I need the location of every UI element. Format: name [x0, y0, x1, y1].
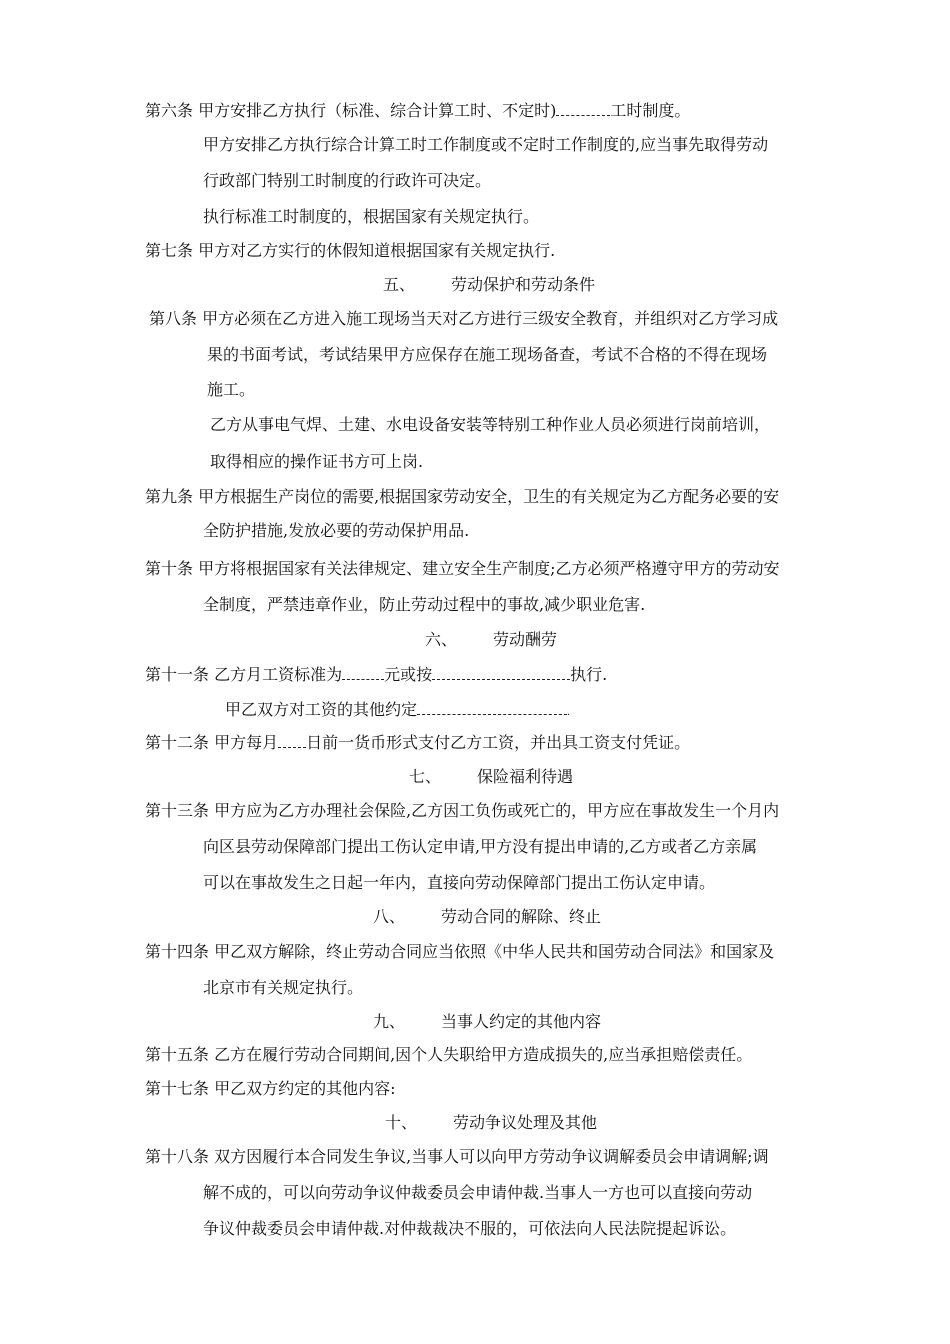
article-8-line-1: 第八条 甲方必须在乙方进入施工现场当天对乙方进行三级安全教育，并组织对乙方学习成 [149, 309, 779, 328]
article-10-line-1: 第十条 甲方将根据国家有关法律规定、建立安全生产制度;乙方必须严格遵守甲方的劳动安 [145, 559, 780, 578]
article-12-text: 第十二条 甲方每月 [145, 733, 279, 752]
article-8-line-3: 施工。 [207, 380, 256, 399]
section-9-heading [373, 1011, 601, 1033]
article-11-line-1 [145, 664, 607, 686]
other-wage-terms-end: . [567, 707, 571, 718]
article-17-line-1: 第十七条 甲乙双方约定的其他内容: [145, 1079, 396, 1098]
section-6-title: 劳动酬劳 [493, 630, 558, 649]
article-18-line-1: 第十八条 双方因履行本合同发生争议,当事人可以向甲方劳动争议调解委员会申请调解;调 [145, 1147, 769, 1166]
article-12-line-1 [145, 732, 690, 754]
section-6-number: 六、 [425, 630, 458, 649]
article-14-line-2: 北京市有关规定执行。 [203, 978, 364, 997]
article-11-text-end: 执行. [570, 665, 608, 684]
article-9-line-2: 全防护措施,发放必要的劳动保护用品. [203, 521, 470, 540]
article-6-line-4: 执行标准工时制度的，根据国家有关规定执行。 [203, 207, 540, 226]
article-18-line-3: 争议仲裁委员会申请仲裁.对仲裁裁决不服的，可依法向人民法院提起诉讼。 [203, 1219, 737, 1238]
article-13-line-1: 第十三条 甲方应为乙方办理社会保险,乙方因工负伤或死亡的，甲方应在事故发生一个月内 [145, 801, 780, 820]
section-7-heading [409, 766, 573, 788]
monthly-wage-blank [342, 665, 384, 680]
article-18-line-2: 解不成的，可以向劳动争议仲裁委员会申请仲裁.当事人一方也可以直接向劳动 [203, 1183, 753, 1202]
article-15-line-1: 第十五条 乙方在履行劳动合同期间,因个人失职给甲方造成损失的,应当承担赔偿责任。 [145, 1045, 753, 1064]
section-10-number: 十、 [385, 1113, 418, 1132]
article-9-line-1: 第九条 甲方根据生产岗位的需要,根据国家劳动安全，卫生的有关规定为乙方配务必要的安 [145, 487, 780, 506]
work-hours-blank [556, 101, 610, 116]
article-11-text: 第十一条 乙方月工资标准为 [145, 665, 343, 684]
section-9-title: 当事人约定的其他内容 [441, 1012, 602, 1031]
article-8-line-2: 果的书面考试，考试结果甲方应保存在施工现场备查，考试不合格的不得在现场 [207, 345, 768, 364]
article-7-line-1: 第七条 甲方对乙方实行的休假知道根据国家有关规定执行. [145, 241, 556, 260]
article-10-line-2: 全制度，严禁违章作业，防止劳动过程中的事故,减少职业危害. [203, 595, 646, 614]
section-5-number: 五、 [383, 275, 416, 294]
article-6-text: 第六条 甲方安排乙方执行（标准、综合计算工时、不定时) [145, 101, 557, 120]
section-10-heading [385, 1112, 597, 1134]
section-7-title: 保险福利待遇 [477, 767, 574, 786]
article-12-text-end: 日前一货币形式支付乙方工资，并出具工资支付凭证。 [306, 733, 691, 752]
section-8-title: 劳动合同的解除、终止 [441, 907, 602, 926]
article-13-line-3: 可以在事故发生之日起一年内，直接向劳动保障部门提出工伤认定申请。 [203, 873, 716, 892]
section-6-heading [425, 629, 557, 651]
section-7-number: 七、 [409, 767, 442, 786]
article-6-text-end: 工时制度。 [610, 101, 691, 120]
article-11-line-2 [225, 699, 570, 724]
article-8-line-5: 取得相应的操作证书方可上岗. [210, 452, 424, 471]
article-8-line-4: 乙方从事电气焊、土建、水电设备安装等特别工种作业人员必须进行岗前培训， [210, 415, 771, 434]
section-9-number: 九、 [373, 1012, 406, 1031]
other-wage-terms-text: 甲乙双方对工资的其他约定 [225, 700, 418, 719]
section-8-heading [373, 906, 601, 928]
section-5-heading [383, 274, 595, 296]
other-wage-terms-blank [417, 700, 567, 715]
section-5-title: 劳动保护和劳动条件 [451, 275, 596, 294]
section-10-title: 劳动争议处理及其他 [453, 1113, 598, 1132]
article-13-line-2: 向区县劳动保障部门提出工伤认定申请,甲方没有提出申请的,乙方或者乙方亲属 [203, 837, 758, 856]
wage-basis-blank [432, 665, 570, 680]
section-8-number: 八、 [373, 907, 406, 926]
article-6-line-2: 甲方安排乙方执行综合计算工时工作制度或不定时工作制度的,应当事先取得劳动 [203, 135, 769, 154]
article-6-line-3: 行政部门特别工时制度的行政许可决定。 [203, 171, 492, 190]
article-11-text-mid: 元或按 [384, 665, 433, 684]
article-14-line-1: 第十四条 甲乙双方解除，终止劳动合同应当依照《中华人民共和国劳动合同法》和国家及 [145, 942, 775, 961]
article-6-line-1 [145, 100, 690, 122]
pay-day-blank [278, 733, 306, 748]
